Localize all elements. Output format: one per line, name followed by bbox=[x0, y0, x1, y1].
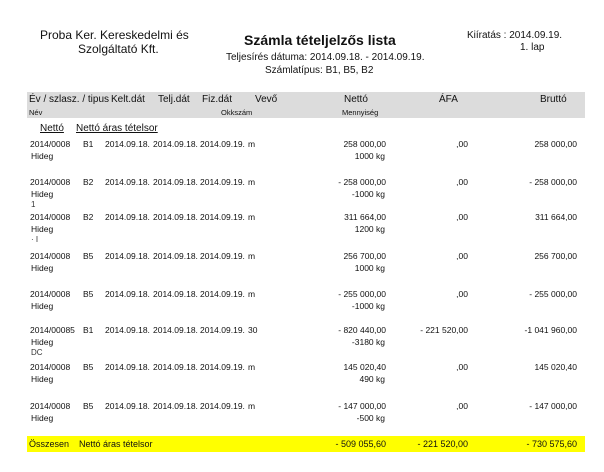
period-text: Teljesírés dátuma: 2014.09.18. - 2014.09.19. bbox=[226, 52, 425, 63]
row-fiz-date: 2014.09.19. bbox=[200, 212, 245, 222]
col-ev-szlasz-tipus: Év / szlasz. / tipus bbox=[29, 94, 110, 105]
total-sublabel: Nettó áras tételsor bbox=[79, 439, 153, 449]
row-mennyiseg: 1000 kg bbox=[354, 151, 385, 161]
row-invoice-number: 2014/0008 bbox=[30, 362, 71, 372]
row-vevo: m bbox=[248, 139, 256, 149]
row-invoice-type: B5 bbox=[83, 289, 94, 299]
row-mennyiseg: -500 kg bbox=[356, 413, 385, 423]
row-fiz-date: 2014.09.19. bbox=[200, 139, 245, 149]
row-afa: ,00 bbox=[456, 362, 468, 372]
row-telj-date: 2014.09.18. bbox=[153, 177, 198, 187]
row-vevo: m bbox=[248, 212, 256, 222]
company-name-line1: Proba Ker. Kereskedelmi és bbox=[40, 28, 189, 42]
row-fiz-date: 2014.09.19. bbox=[200, 177, 245, 187]
row-afa: ,00 bbox=[456, 289, 468, 299]
row-extra-mark: · I bbox=[31, 235, 39, 244]
row-telj-date: 2014.09.18. bbox=[153, 362, 198, 372]
row-netto: 258 000,00 bbox=[343, 139, 386, 149]
row-extra-mark: DC bbox=[31, 348, 43, 357]
row-invoice-type: B5 bbox=[83, 251, 94, 261]
row-kelt-date: 2014.09.18. bbox=[105, 289, 150, 299]
row-afa: ,00 bbox=[456, 177, 468, 187]
row-invoice-number: 2014/0008 bbox=[30, 401, 71, 411]
row-invoice-number: 2014/0008 bbox=[30, 251, 71, 261]
print-date: Kiíratás : 2014.09.19. bbox=[467, 30, 563, 41]
row-kelt-date: 2014.09.18. bbox=[105, 325, 150, 335]
total-netto: - 509 055,60 bbox=[335, 439, 386, 449]
col-afa: ÁFA bbox=[439, 94, 458, 105]
col-okkszam: Okkszám bbox=[221, 108, 253, 117]
total-label: Összesen bbox=[29, 439, 70, 449]
row-netto: 311 664,00 bbox=[344, 212, 386, 222]
row-netto: - 255 000,00 bbox=[338, 289, 386, 299]
row-brutto: 256 700,00 bbox=[534, 251, 577, 261]
row-invoice-type: B5 bbox=[83, 362, 94, 372]
row-brutto: 145 020,40 bbox=[534, 362, 577, 372]
row-telj-date: 2014.09.18. bbox=[153, 251, 198, 261]
row-vevo: m bbox=[248, 362, 256, 372]
row-fiz-date: 2014.09.19. bbox=[200, 289, 245, 299]
row-netto: 145 020,40 bbox=[343, 362, 386, 372]
row-mennyiseg: -1000 kg bbox=[351, 301, 385, 311]
row-vevo: m bbox=[248, 401, 256, 411]
row-invoice-number: 2014/0008 bbox=[30, 289, 71, 299]
col-telj-dat: Telj.dát bbox=[158, 94, 190, 105]
col-vevo: Vevő bbox=[255, 94, 278, 105]
row-brutto: 311 664,00 bbox=[535, 212, 577, 222]
row-name: Hideg bbox=[31, 263, 54, 273]
col-brutto: Bruttó bbox=[540, 94, 567, 105]
row-invoice-type: B2 bbox=[83, 212, 94, 222]
row-fiz-date: 2014.09.19. bbox=[200, 251, 245, 261]
row-kelt-date: 2014.09.18. bbox=[105, 177, 150, 187]
row-kelt-date: 2014.09.18. bbox=[105, 212, 150, 222]
row-vevo: m bbox=[248, 177, 256, 187]
row-kelt-date: 2014.09.18. bbox=[105, 362, 150, 372]
row-mennyiseg: 1000 kg bbox=[354, 263, 385, 273]
row-mennyiseg: -1000 kg bbox=[351, 189, 385, 199]
row-afa: ,00 bbox=[456, 212, 468, 222]
row-kelt-date: 2014.09.18. bbox=[105, 401, 150, 411]
row-telj-date: 2014.09.18. bbox=[153, 212, 198, 222]
section-label-netto-aras-tetelsor: Nettó áras tételsor bbox=[76, 123, 158, 134]
row-invoice-number: 2014/00085 bbox=[30, 325, 75, 335]
row-brutto: - 147 000,00 bbox=[529, 401, 577, 411]
row-netto: - 820 440,00 bbox=[338, 325, 386, 335]
row-afa: - 221 520,00 bbox=[420, 325, 468, 335]
total-afa: - 221 520,00 bbox=[417, 439, 468, 449]
row-brutto: - 255 000,00 bbox=[529, 289, 577, 299]
row-vevo: 30 bbox=[248, 325, 258, 335]
col-mennyiseg: Mennyiség bbox=[342, 108, 379, 117]
row-afa: ,00 bbox=[456, 251, 468, 261]
row-invoice-type: B2 bbox=[83, 177, 94, 187]
row-vevo: m bbox=[248, 289, 256, 299]
row-name: Hideg bbox=[31, 151, 54, 161]
row-mennyiseg: -3180 kg bbox=[351, 337, 385, 347]
row-afa: ,00 bbox=[456, 401, 468, 411]
row-name: Hideg bbox=[31, 301, 54, 311]
page-number: 1. lap bbox=[520, 42, 545, 53]
row-invoice-number: 2014/0008 bbox=[30, 212, 71, 222]
row-name: Hideg bbox=[31, 224, 54, 234]
row-invoice-number: 2014/0008 bbox=[30, 139, 71, 149]
row-mennyiseg: 490 kg bbox=[359, 374, 385, 384]
section-label-netto: Nettó bbox=[40, 123, 64, 134]
row-name: Hideg bbox=[31, 189, 54, 199]
row-mennyiseg: 1200 kg bbox=[354, 224, 385, 234]
row-netto: 256 700,00 bbox=[343, 251, 386, 261]
row-name: Hideg bbox=[31, 337, 54, 347]
row-telj-date: 2014.09.18. bbox=[153, 325, 198, 335]
col-netto: Nettó bbox=[344, 94, 368, 105]
row-invoice-number: 2014/0008 bbox=[30, 177, 71, 187]
row-invoice-type: B1 bbox=[83, 139, 94, 149]
total-brutto: - 730 575,60 bbox=[526, 439, 577, 449]
row-invoice-type: B1 bbox=[83, 325, 94, 335]
row-name: Hideg bbox=[31, 374, 54, 384]
row-kelt-date: 2014.09.18. bbox=[105, 139, 150, 149]
col-kelt-dat: Kelt.dát bbox=[111, 94, 145, 105]
row-name: Hideg bbox=[31, 413, 54, 423]
invoice-types-text: Számlatípus: B1, B5, B2 bbox=[265, 65, 374, 76]
row-invoice-type: B5 bbox=[83, 401, 94, 411]
report-title: Számla tételjelzős lista bbox=[244, 32, 396, 48]
company-name-line2: Szolgáltató Kft. bbox=[78, 42, 159, 56]
row-telj-date: 2014.09.18. bbox=[153, 139, 198, 149]
row-afa: ,00 bbox=[456, 139, 468, 149]
row-fiz-date: 2014.09.19. bbox=[200, 362, 245, 372]
row-telj-date: 2014.09.18. bbox=[153, 401, 198, 411]
row-telj-date: 2014.09.18. bbox=[153, 289, 198, 299]
row-netto: - 147 000,00 bbox=[338, 401, 386, 411]
row-fiz-date: 2014.09.19. bbox=[200, 325, 245, 335]
row-brutto: - 258 000,00 bbox=[529, 177, 577, 187]
row-kelt-date: 2014.09.18. bbox=[105, 251, 150, 261]
col-nev: Név bbox=[29, 108, 43, 117]
row-brutto: -1 041 960,00 bbox=[524, 325, 577, 335]
row-fiz-date: 2014.09.19. bbox=[200, 401, 245, 411]
col-fiz-dat: Fiz.dát bbox=[202, 94, 233, 105]
row-netto: - 258 000,00 bbox=[338, 177, 386, 187]
row-extra-mark: 1 bbox=[31, 200, 36, 209]
row-vevo: m bbox=[248, 251, 256, 261]
row-brutto: 258 000,00 bbox=[534, 139, 577, 149]
